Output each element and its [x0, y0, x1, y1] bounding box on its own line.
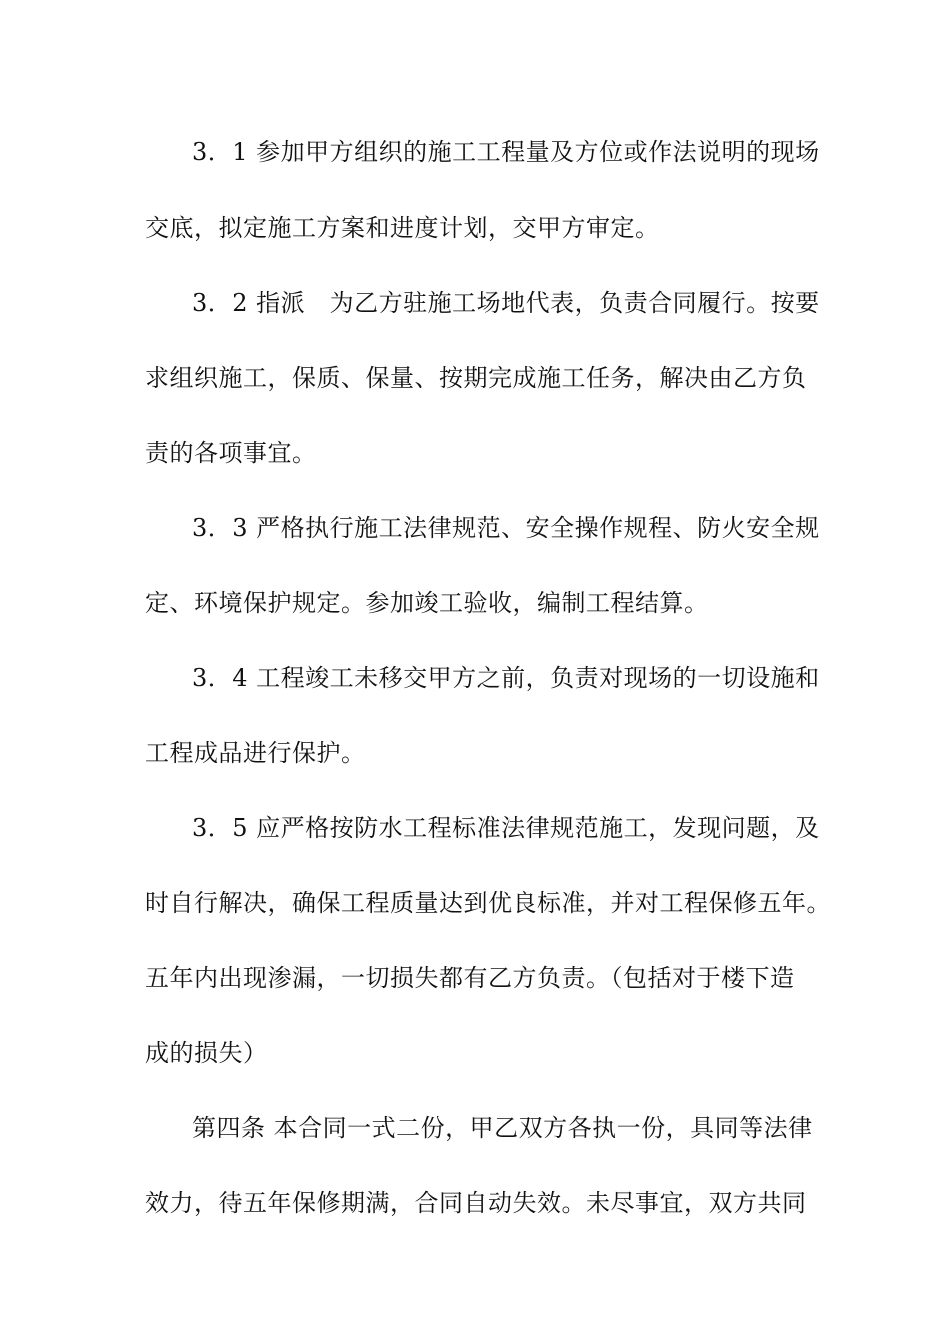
- clause-3-3-line-1: 3．3 严格执行施工法律规范、安全操作规程、防火安全规: [192, 514, 820, 542]
- clause-3-5-line-3: 五年内出现渗漏，一切损失都有乙方负责。（包括对于楼下造: [145, 964, 795, 992]
- clause-3-4-line-2: 工程成品进行保护。: [145, 739, 366, 767]
- clause-3-2-line-3: 责的各项事宜。: [145, 439, 317, 467]
- article-4-line-2: 效力，待五年保修期满，合同自动失效。未尽事宜，双方共同: [145, 1189, 807, 1217]
- clause-3-2-line-1: 3．2 指派 为乙方驻施工场地代表，负责合同履行。按要: [192, 289, 820, 317]
- clause-3-1-line-2: 交底，拟定施工方案和进度计划，交甲方审定。: [145, 214, 660, 242]
- clause-3-5-line-4: 成的损失）: [145, 1039, 268, 1067]
- clause-3-1-line-1: 3．1 参加甲方组织的施工工程量及方位或作法说明的现场: [192, 138, 820, 166]
- article-4-line-1: 第四条 本合同一式二份，甲乙双方各执一份，具同等法律: [192, 1114, 813, 1142]
- clause-3-4-line-1: 3．4 工程竣工未移交甲方之前，负责对现场的一切设施和: [192, 664, 820, 692]
- clause-3-5-line-2: 时自行解决，确保工程质量达到优良标准，并对工程保修五年。: [145, 889, 831, 917]
- clause-3-3-line-2: 定、环境保护规定。参加竣工验收，编制工程结算。: [145, 589, 709, 617]
- clause-3-5-line-1: 3．5 应严格按防水工程标准法律规范施工，发现问题，及: [192, 814, 820, 842]
- clause-3-2-line-2: 求组织施工，保质、保量、按期完成施工任务，解决由乙方负: [145, 364, 807, 392]
